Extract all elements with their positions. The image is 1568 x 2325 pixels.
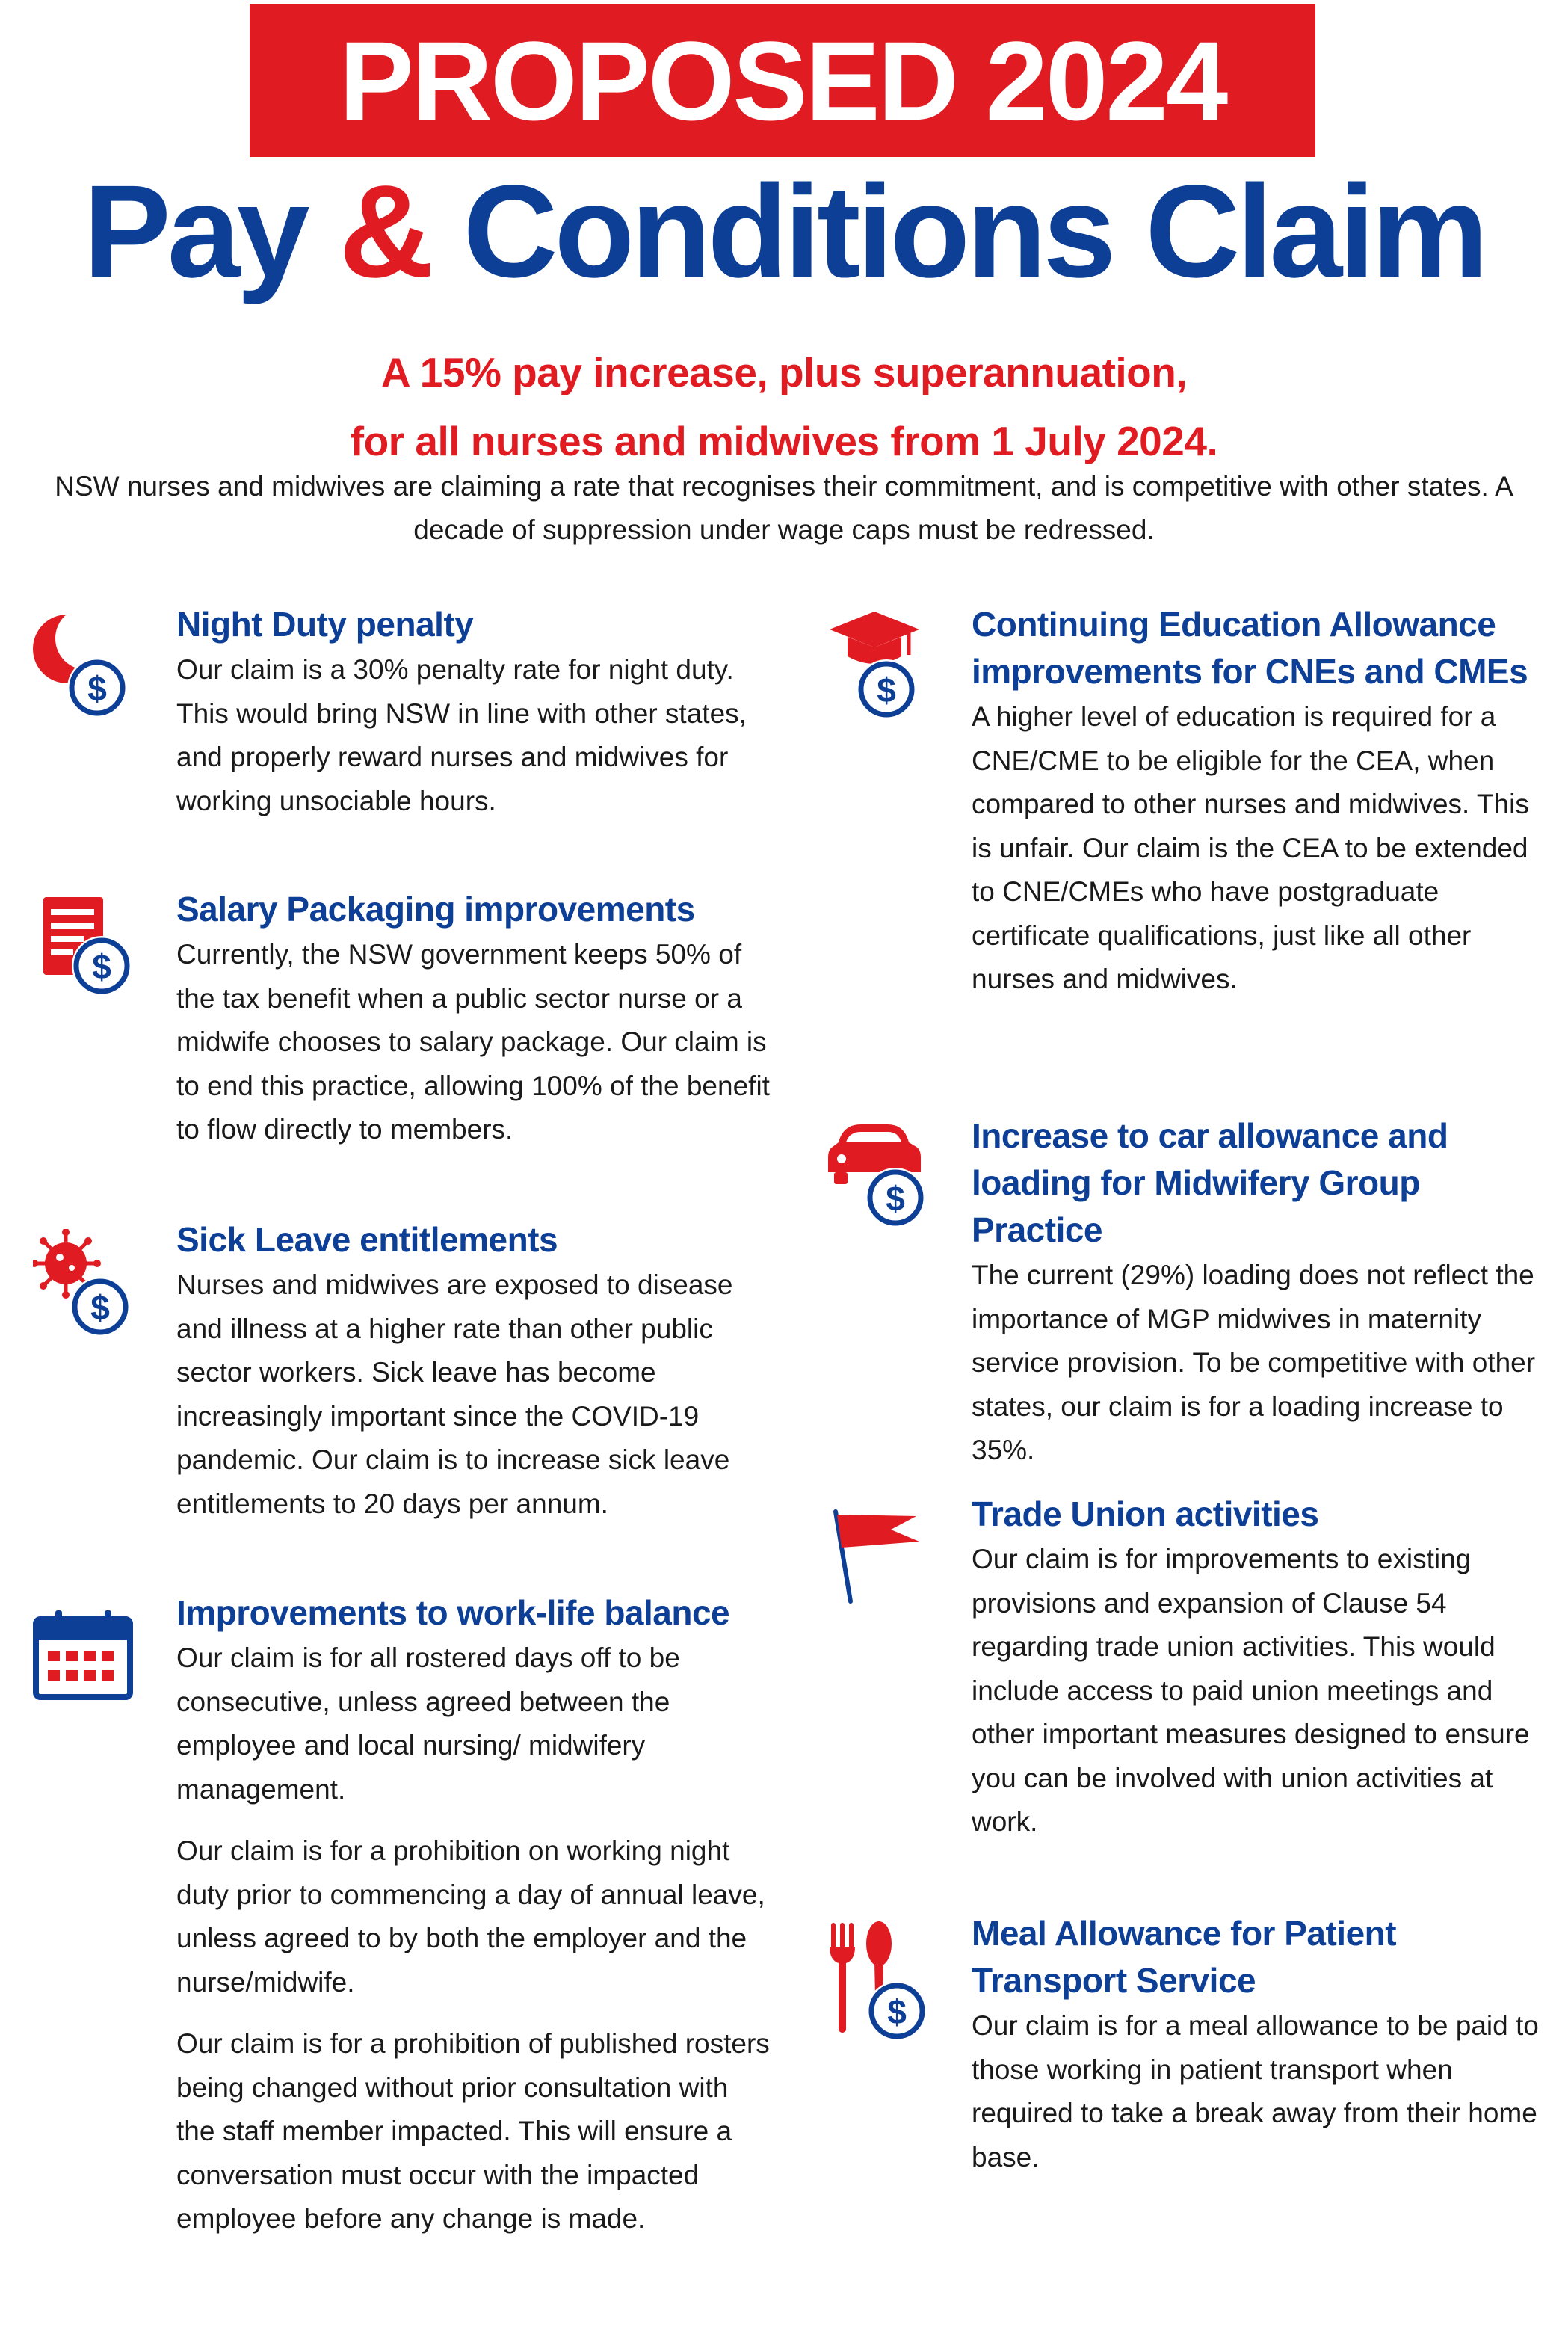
title-ampersand: & — [339, 158, 430, 305]
graduation-cap-dollar-icon — [827, 607, 939, 727]
section-continuing-education — [972, 601, 1547, 1002]
banner-text: PROPOSED 2024 — [339, 18, 1226, 144]
car-dollar-icon — [824, 1117, 936, 1229]
svg-text:$: $ — [877, 671, 896, 709]
calendar-icon — [33, 1607, 138, 1705]
section-sick-leave — [176, 1216, 774, 1526]
virus-dollar-icon — [33, 1229, 145, 1341]
section-work-life-balance — [176, 1589, 774, 2241]
section-body: A higher level of education is required for a CNE/CME to be eligible for the CEA, when compared to other nurses and midwives. This is unfair. Our claim is the CEA to be extended to CNE/CMEs who have postgraduate certificate qualifications, just like all other nurses and midwives. — [972, 701, 1529, 994]
section-body: Nurses and midwives are exposed to disease and illness at a higher rate than other public sector workers. Sick leave has become increasingly important since the COVID-19 pandemic. Our claim is to increase sick leave entitlements to 20 days per annum. — [176, 1269, 733, 1519]
section-title: Meal Allowance for Patient Transport Service — [972, 1914, 1397, 2000]
section-body: Our claim is for a meal allowance to be paid to those working in patient transport when required to take a break away from their home base. — [972, 2010, 1539, 2172]
title-part1: Pay — [83, 158, 339, 305]
section-title: Improvements to work-life balance — [176, 1593, 730, 1632]
section-night-duty — [176, 601, 774, 823]
subheadline — [0, 338, 1568, 475]
svg-text:$: $ — [87, 669, 107, 708]
section-body: Our claim is a 30% penalty rate for night duty. This would bring NSW in line with other states, and properly reward nurses and midwives for working unsociable hours. — [176, 654, 747, 816]
section-title: Continuing Education Allowance improvements for CNEs and CMEs — [972, 605, 1528, 691]
section-salary-packaging — [176, 886, 774, 1152]
section-body: The current (29%) loading does not reflect the importance of MGP midwives in maternity service provision. To be competitive with other states, our claim is for a loading increase to 35%. — [972, 1260, 1536, 1465]
subhead-line-1: A 15% pay increase, plus superannuation, — [380, 349, 1188, 395]
title-part2: Conditions Claim — [430, 158, 1485, 305]
page-title — [0, 158, 1568, 305]
document-dollar-icon — [37, 894, 142, 1006]
section-trade-union — [972, 1491, 1547, 1844]
section-title: Night Duty penalty — [176, 605, 474, 644]
svg-text:$: $ — [886, 1179, 905, 1218]
section-body: Our claim is for a prohibition on working night duty prior to commencing a day of annual leave, unless agreed to by both the employer and the nurse/midwife. — [176, 1835, 765, 1998]
svg-text:$: $ — [92, 947, 111, 986]
subhead-line-2: for all nurses and midwives from 1 July 2024. — [350, 418, 1218, 464]
flag-icon — [830, 1503, 927, 1607]
svg-text:$: $ — [887, 1992, 907, 2031]
section-car-allowance — [972, 1112, 1547, 1473]
section-title: Salary Packaging improvements — [176, 890, 695, 929]
intro-paragraph: NSW nurses and midwives are claiming a rate that recognises their commitment, and is competitive with other states. A decade of suppression under wage caps must be redressed. — [55, 471, 1513, 545]
section-title: Increase to car allowance and loading for Midwifery Group Practice — [972, 1116, 1448, 1249]
section-title: Sick Leave entitlements — [176, 1220, 558, 1259]
section-body: Our claim is for all rostered days off to be consecutive, unless agreed between the employee and local nursing/ midwifery management. — [176, 1642, 680, 1805]
section-meal-allowance — [972, 1910, 1547, 2179]
section-title: Trade Union activities — [972, 1494, 1319, 1533]
section-body: Currently, the NSW government keeps 50% of the tax benefit when a public sector nurse or a midwife chooses to salary package. Our claim is to end this practice, allowing 100% of the benefit to flow directly to members. — [176, 939, 770, 1145]
section-body: Our claim is for a prohibition of published rosters being changed without prior consultation with the staff member impacted. This will ensure a conversation must occur with the impacted employee before any change is made. — [176, 2028, 770, 2234]
section-body: Our claim is for improvements to existing provisions and expansion of Clause 54 regarding trade union activities. This would include access to paid union meetings and other important measures designed to ensure you can be involved with union activities at work. — [972, 1544, 1530, 1837]
svg-text:$: $ — [90, 1288, 110, 1327]
banner — [250, 4, 1315, 157]
cutlery-dollar-icon — [825, 1918, 937, 2045]
moon-dollar-icon — [28, 606, 141, 718]
